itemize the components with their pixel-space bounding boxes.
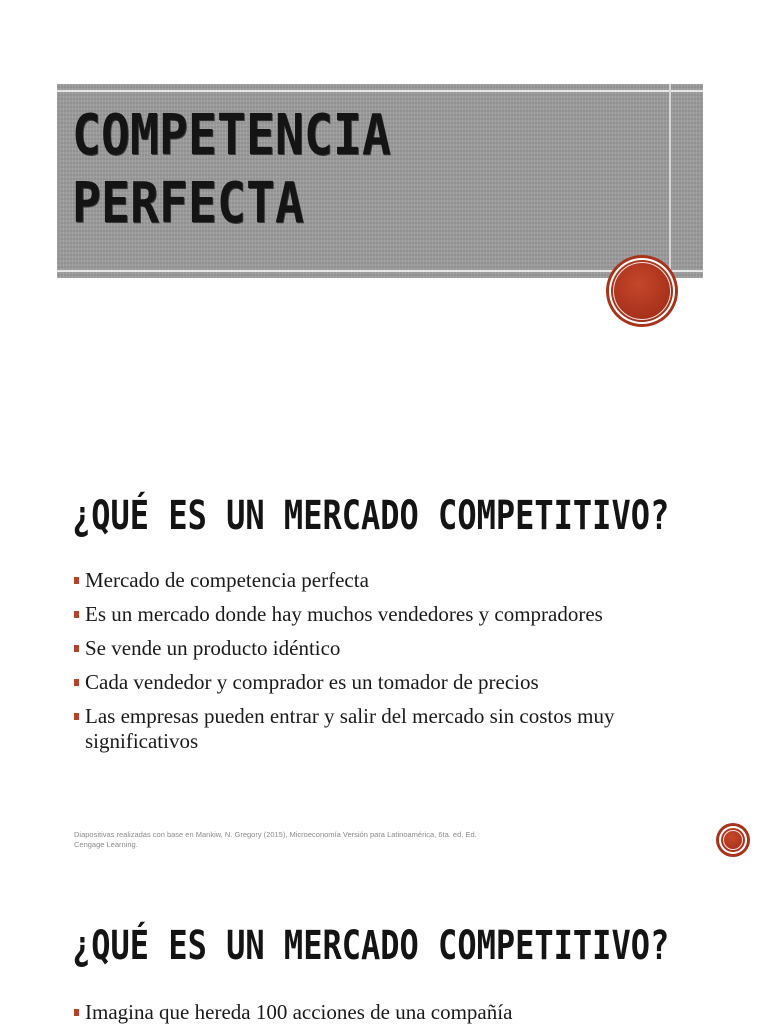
list-item bbox=[74, 568, 710, 593]
list-item bbox=[74, 704, 710, 754]
slide-title-line-2: PERFECTA bbox=[72, 171, 304, 236]
title-band-stripe bbox=[57, 270, 703, 272]
list-item bbox=[74, 670, 710, 695]
content-slide-2 bbox=[0, 880, 768, 1024]
list-item bbox=[74, 636, 710, 661]
content-slide-1 bbox=[0, 430, 768, 880]
list-item bbox=[74, 602, 605, 627]
source-footnote: Diapositivas realizadas con base en Mankiw, N. Gregory (2015), Microeconomía Versión para Latinoamérica, 6ta. ed. Ed. Cengage Learning. bbox=[74, 830, 477, 849]
list-item bbox=[74, 1000, 512, 1024]
title-band-divider bbox=[669, 84, 671, 278]
bullet-list bbox=[74, 568, 710, 763]
slide-title bbox=[72, 102, 391, 238]
list-item-text: Cada vendedor y comprador es un tomador de precios bbox=[85, 670, 539, 694]
bullet-list bbox=[74, 1000, 512, 1024]
list-item-text: Las empresas pueden entrar y salir del mercado sin costos muy significativos bbox=[85, 704, 615, 753]
bullet-marker-icon bbox=[74, 645, 79, 652]
bullet-marker-icon bbox=[74, 713, 79, 720]
title-band-stripe bbox=[57, 90, 703, 92]
bullet-marker-icon bbox=[74, 679, 79, 686]
list-item-text: Imagina que hereda 100 acciones de una compañía bbox=[85, 1000, 513, 1024]
slide-heading: ¿QUÉ ES UN MERCADO COMPETITIVO? bbox=[72, 923, 670, 969]
red-circle-badge bbox=[719, 826, 747, 854]
slide-heading: ¿QUÉ ES UN MERCADO COMPETITIVO? bbox=[72, 493, 670, 539]
list-item-text: Es un mercado donde hay muchos vendedores y compradores bbox=[85, 602, 603, 626]
list-item-text: Mercado de competencia perfecta bbox=[85, 568, 369, 592]
bullet-marker-icon bbox=[74, 577, 79, 584]
list-item-text: Se vende un producto idéntico bbox=[85, 636, 341, 660]
title-slide bbox=[0, 0, 768, 430]
bullet-marker-icon bbox=[74, 611, 79, 618]
bullet-marker-icon bbox=[74, 1009, 79, 1016]
red-circle-badge bbox=[609, 258, 675, 324]
slide-title-line-1: COMPETENCIA bbox=[72, 103, 391, 168]
